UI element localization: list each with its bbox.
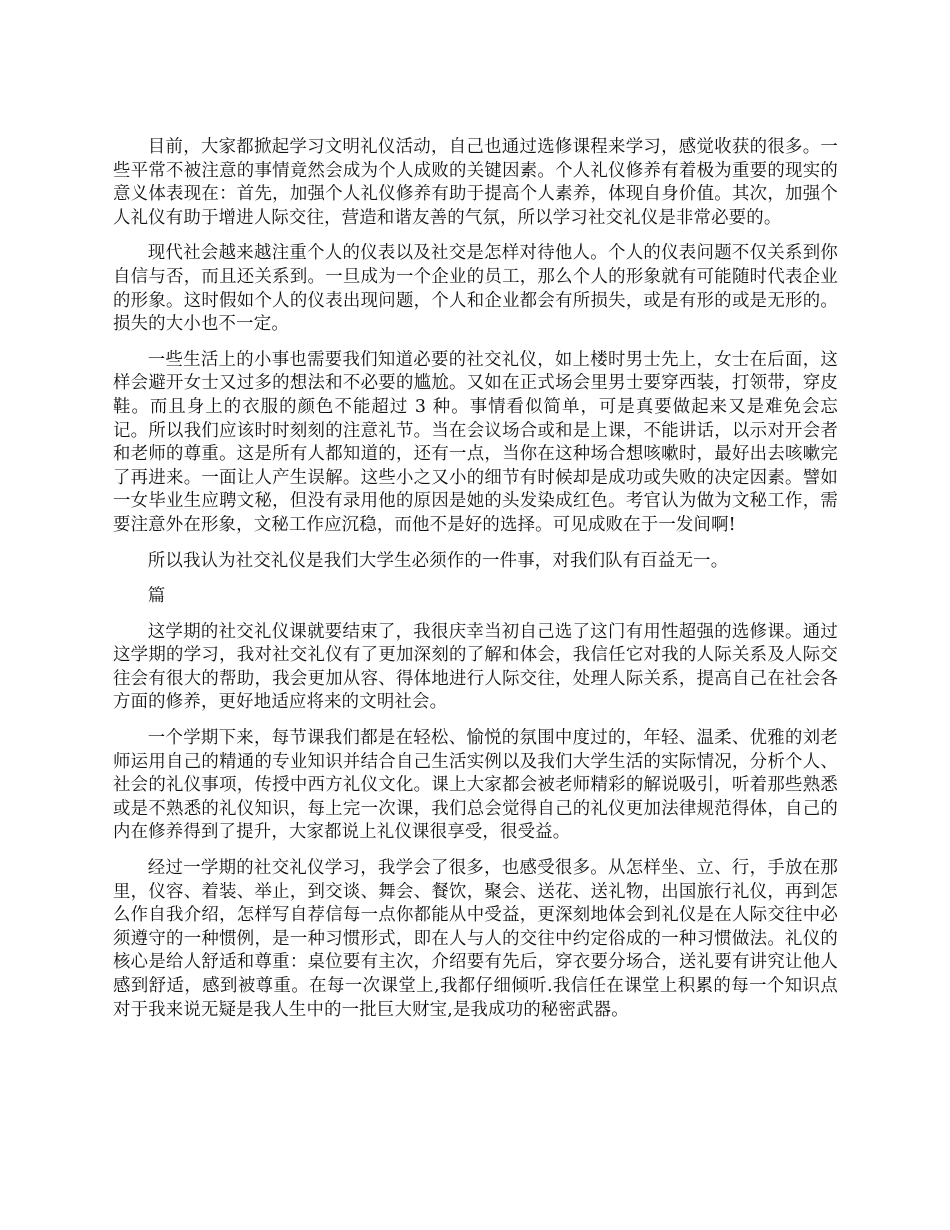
paragraph-conclusion: 所以我认为社交礼仪是我们大学生必须作的一件事，对我们队有百益无一。: [147, 550, 729, 571]
paragraph-course-end: 这学期的社交礼仪课就要结束了，我很庆幸当初自己选了这门有用性超强的选修课。通过这学期的学习，我对社交礼仪有了更加深刻的了解和体会，我信任它对我的人际关系及人际交往会有很大的帮助，我会更加从容、得体地进行人际交往，处理人际关系，提高自己在社会各方面的修养，更好地适应将来的文明社会。: [113, 621, 838, 713]
paragraph-learned: 经过一学期的社交礼仪学习，我学会了很多，也感受很多。从怎样坐、立、行，手放在那里，仪容、着装、举止，到交谈、舞会、餐饮，聚会、送花、送礼物，出国旅行礼仪，再到怎么作自我介绍，怎样写自荐信每一点你都能从中受益，更深刻地体会到礼仪是在人际交往中必须遵守的一种惯例，是一种习惯形式，即在人与人的交往中约定俗成的一种习惯做法。礼仪的核心是给人舒适和尊重：桌位要有主次，介绍要有先后，穿衣要分场合，送礼要有讲究让他人感到舒适，感到被尊重。在每一次课堂上,我都仔细倾听.我信任在课堂上积累的每一个知识点对于我来说无疑是我人生中的一批巨大财宝,是我成功的秘密武器。: [113, 858, 838, 1020]
section-marker: 篇: [147, 586, 166, 607]
paragraph-appearance: 现代社会越来越注重个人的仪表以及社交是怎样对待他人。个人的仪表问题不仅关系到你自信与否，而且还关系到。一旦成为一个企业的员工，那么个人的形象就有可能随时代表企业的形象。这时假如个人的仪表出现问题，个人和企业都会有所损失，或是有形的或是无形的。损失的大小也不一定。: [113, 243, 838, 335]
paragraph-semester: 一个学期下来，每节课我们都是在轻松、愉悦的氛围中度过的，年轻、温柔、优雅的刘老师运用自己的精通的专业知识并结合自己生活实例以及我们大学生活的实际情况，分析个人、社会的礼仪事项，传授中西方礼仪文化。课上大家都会被老师精彩的解说吸引，听着那些熟悉或是不熟悉的礼仪知识，每上完一次课，我们总会觉得自己的礼仪更加法律规范得体，自己的内在修养得到了提升，大家都说上礼仪课很享受，很受益。: [113, 728, 838, 843]
paragraph-intro: 目前，大家都掀起学习文明礼仪活动，自己也通过选修课程来学习，感觉收获的很多。一些平常不被注意的事情竟然会成为个人成败的关键因素。个人礼仪修养有着极为重要的现实的意义体表现在：首先，加强个人礼仪修养有助于提高个人素养，体现自身价值。其次，加强个人礼仪有助于增进人际交往，营造和谐友善的气氛，所以学习社交礼仪是非常必要的。: [113, 137, 838, 228]
paragraph-daily-etiquette: 一些生活上的小事也需要我们知道必要的社交礼仪，如上楼时男士先上，女士在后面，这样会避开女士又过多的想法和不必要的尴尬。又如在正式场会里男士要穿西装，打领带，穿皮鞋。而且身上的衣服的颜色不能超过 3 种。事情看似简单，可是真要做起来又是难免会忘记。所以我们应该时时刻刻的注意礼节。当在会议场合或和是上课，不能讲话，以示对开会者和老师的尊重。这是所有人都知道的，还有一点，当你在这种场合想咳嗽时，最好出去咳嗽完了再进来。一面让人产生误解。这些小之又小的细节有时候却是成功或失败的决定因素。譬如一女毕业生应聘文秘，但没有录用他的原因是她的头发染成红色。考官认为做为文秘工作，需要注意外在形象，文秘工作应沉稳，而他不是好的选择。可见成败在于一发间啊!: [113, 349, 838, 535]
